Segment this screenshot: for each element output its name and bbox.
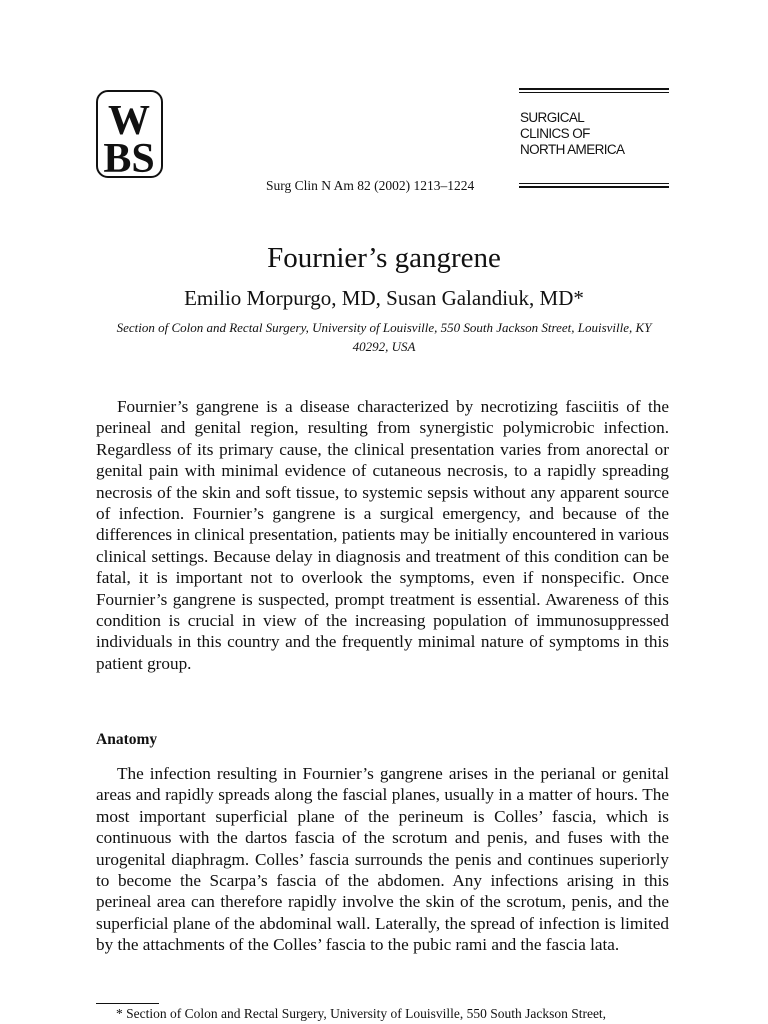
abstract-paragraph: Fournier’s gangrene is a disease characterized by necrotizing fasciitis of the perineal and genital region, resulting from synergistic polymicrobic infection. Regardless of its primary cause, the clinical presentation varies from anorectal or genital pain with minimal evidence of cutaneous necrosis, to a rapidly spreading necrosis of the skin and soft tissue, to systemic sepsis without any apparent source of infection. Fournier’s gangrene is a surgical emergency, and because of the differences in clinical presentation, patients may be initially encountered in various clinical settings. Because delay in diagnosis and treatment of this condition can be fatal, it is important not to overlook the symptoms, even if nonspecific. Once Fournier’s gangrene is suspected, prompt treatment is essential. Awareness of this condition is crucial in view of the increasing population of immunosuppressed individuals in this country and the frequently minimal nature of symptoms in this patient group. bbox=[96, 397, 669, 673]
author-affiliation: Section of Colon and Rectal Surgery, University of Louisville, 550 South Jackson Street, Louisville, KY 40292, USA bbox=[116, 320, 652, 354]
journal-name-line: NORTH AMERICA bbox=[520, 142, 625, 157]
journal-masthead bbox=[519, 88, 669, 162]
publisher-logo bbox=[96, 90, 163, 178]
journal-name-line: CLINICS OF bbox=[520, 126, 590, 141]
journal-citation: Surg Clin N Am 82 (2002) 1213–1224 bbox=[266, 178, 475, 193]
journal-name-line: SURGICAL bbox=[520, 110, 585, 125]
section-paragraph-anatomy: The infection resulting in Fournier’s gangrene arises in the perianal or genital areas and rapidly spreads along the fascial planes, usually in a matter of hours. The most important superficial plane of the perineum is Colles’ fascia, which is continuous with the dartos fascia of the scrotum and penis, and fuses with the urogenital diaphragm. Colles’ fascia surrounds the penis and continues superiorly to become the Scarpa’s fascia of the abdomen. Any infections arising in this perineal area can therefore rapidly involve the skin of the scrotum, penis, and the superficial plane of the abdominal wall. Laterally, the spread of infection is limited by the attachments of the Colles’ fascia to the pubic rami and the fascia lata. bbox=[96, 764, 669, 955]
wbs-logo-icon bbox=[98, 92, 161, 176]
article-authors: Emilio Morpurgo, MD, Susan Galandiuk, MD* bbox=[184, 286, 584, 310]
corresponding-author-footnote: * Section of Colon and Rectal Surgery, University of Louisville, 550 South Jackson Street, bbox=[116, 1006, 607, 1021]
footnote-rule bbox=[96, 1003, 159, 1004]
svg-text:BS: BS bbox=[103, 136, 155, 176]
journal-name bbox=[520, 110, 669, 162]
section-heading-anatomy: Anatomy bbox=[96, 731, 158, 748]
masthead-bottom-rule bbox=[519, 183, 669, 188]
article-title: Fournier’s gangrene bbox=[267, 242, 501, 274]
masthead-top-rule bbox=[519, 88, 669, 93]
svg-text:W: W bbox=[108, 98, 150, 144]
